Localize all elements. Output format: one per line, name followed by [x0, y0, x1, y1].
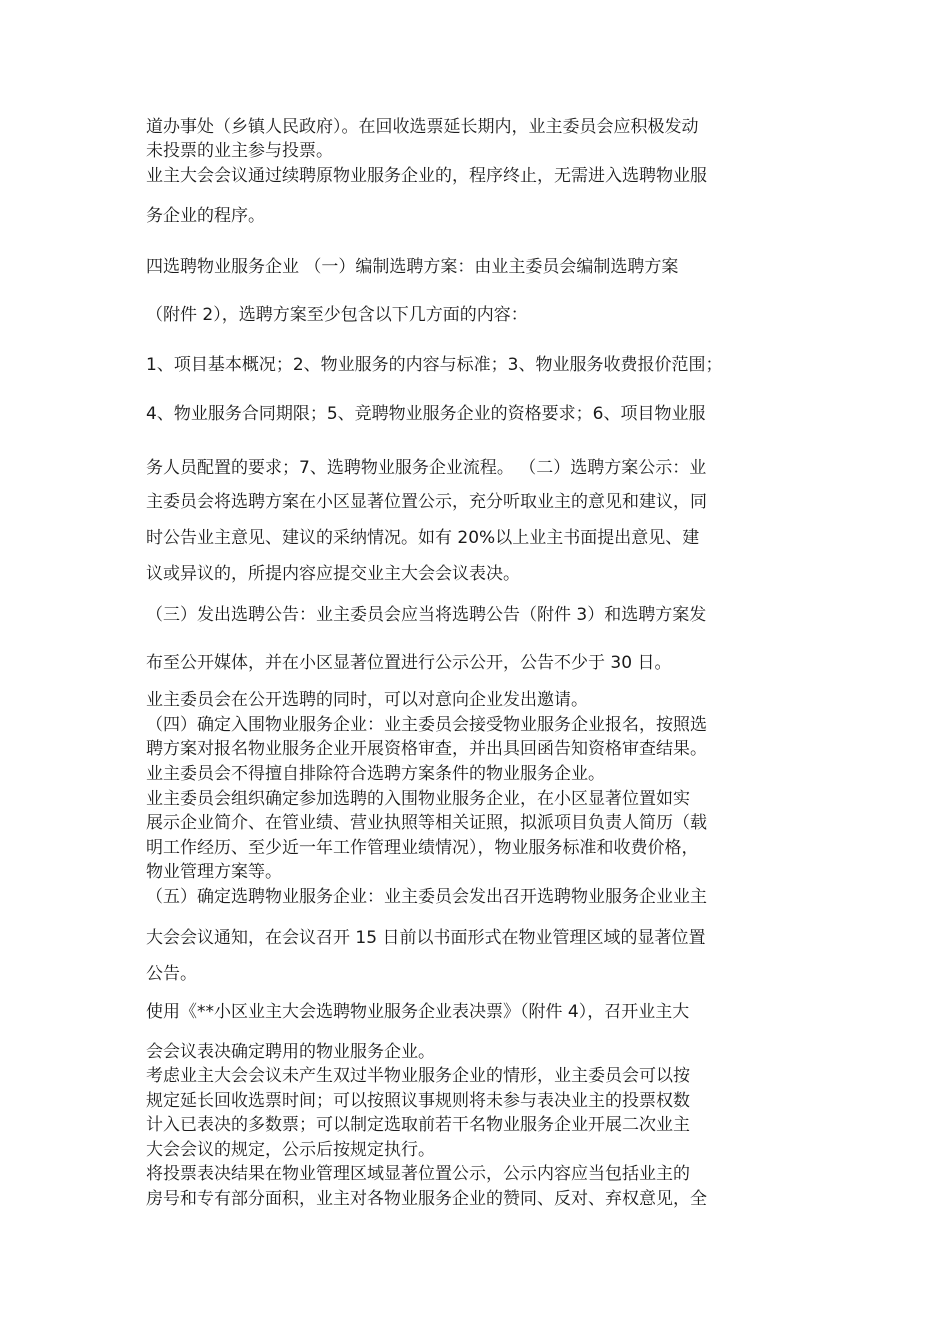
- body-text-line: 规定延长回收选票时间；可以按照议事规则将未参与表决业主的投票权数: [146, 1091, 690, 1111]
- body-text-line: 物业管理方案等。: [146, 862, 282, 882]
- body-text-line: 大会会议通知，在会议召开 15 日前以书面形式在物业管理区域的显著位置: [146, 928, 706, 948]
- body-text-line: 主委员会将选聘方案在小区显著位置公示，充分听取业主的意见和建议，同: [146, 492, 707, 512]
- body-text-line: 布至公开媒体，并在小区显著位置进行公示公开，公告不少于 30 日。: [146, 653, 672, 673]
- body-text-line: 业主大会会议通过续聘原物业服务企业的，程序终止，无需进入选聘物业服: [146, 166, 707, 186]
- body-text-line: 聘方案对报名物业服务企业开展资格审查，并出具回函告知资格审查结果。: [146, 739, 707, 759]
- body-text-line: 道办事处（乡镇人民政府）。在回收选票延长期内，业主委员会应积极发动: [146, 117, 699, 137]
- body-text-line: 使用《**小区业主大会选聘物业服务企业表决票》（附件 4），召开业主大: [146, 1002, 690, 1022]
- body-text-line: 时公告业主意见、建议的采纳情况。如有 20%以上业主书面提出意见、建: [146, 528, 700, 548]
- body-text-line: 业主委员会组织确定参加选聘的入围物业服务企业，在小区显著位置如实: [146, 789, 690, 809]
- body-text-line: （三）发出选聘公告：业主委员会应当将选聘公告（附件 3）和选聘方案发: [146, 605, 707, 625]
- body-text-line: 计入已表决的多数票；可以制定选取前若干名物业服务企业开展二次业主: [146, 1115, 690, 1135]
- body-text-line: 务企业的程序。: [146, 206, 265, 226]
- body-text-line: 会会议表决确定聘用的物业服务企业。: [146, 1042, 435, 1062]
- body-text-line: 大会会议的规定，公示后按规定执行。: [146, 1140, 435, 1160]
- body-text-line: （五）确定选聘物业服务企业：业主委员会发出召开选聘物业服务企业业主: [146, 887, 707, 907]
- body-text-line: 未投票的业主参与投票。: [146, 141, 333, 161]
- body-text-line: 议或异议的，所提内容应提交业主大会会议表决。: [146, 564, 520, 584]
- body-text-line: 业主委员会不得擅自排除符合选聘方案条件的物业服务企业。: [146, 764, 605, 784]
- body-text-line: （附件 2），选聘方案至少包含以下几方面的内容：: [146, 305, 528, 325]
- body-text-line: 1、项目基本概况；2、物业服务的内容与标准；3、物业服务收费报价范围；: [146, 355, 723, 375]
- body-text-line: 房号和专有部分面积，业主对各物业服务企业的赞同、反对、弃权意见，全: [146, 1189, 707, 1209]
- body-text-line: 展示企业简介、在管业绩、营业执照等相关证照，拟派项目负责人简历（载: [146, 813, 707, 833]
- body-text-line: 务人员配置的要求；7、选聘物业服务企业流程。 （二）选聘方案公示：业: [146, 458, 707, 478]
- body-text-line: 明工作经历、至少近一年工作管理业绩情况），物业服务标准和收费价格，: [146, 838, 699, 858]
- body-text-line: 将投票表决结果在物业管理区域显著位置公示，公示内容应当包括业主的: [146, 1164, 690, 1184]
- body-text-line: 考虑业主大会会议未产生双过半物业服务企业的情形，业主委员会可以按: [146, 1066, 690, 1086]
- body-text-line: 4、物业服务合同期限；5、竞聘物业服务企业的资格要求；6、项目物业服: [146, 404, 706, 424]
- body-text-line: 公告。: [146, 964, 197, 984]
- section-heading-line: 四选聘物业服务企业 （一）编制选聘方案：由业主委员会编制选聘方案: [146, 257, 679, 277]
- body-text-line: 业主委员会在公开选聘的同时，可以对意向企业发出邀请。: [146, 690, 588, 710]
- body-text-line: （四）确定入围物业服务企业：业主委员会接受物业服务企业报名，按照选: [146, 715, 707, 735]
